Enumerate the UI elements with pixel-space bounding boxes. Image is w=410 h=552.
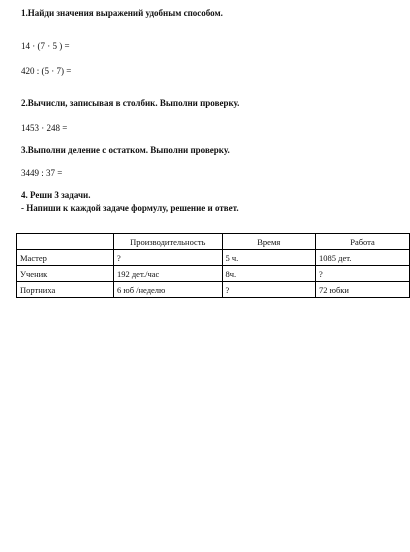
table-row bbox=[17, 250, 410, 266]
table-row bbox=[17, 282, 410, 298]
table-cell: ? bbox=[222, 282, 315, 298]
table-cell: 72 юбки bbox=[316, 282, 410, 298]
task4-title: 4. Реши 3 задачи. bbox=[21, 190, 91, 200]
task2-expression: 1453 · 248 = bbox=[21, 123, 68, 133]
table-cell: 5 ч. bbox=[222, 250, 315, 266]
task1-title: 1.Найди значения выражений удобным способом. bbox=[21, 8, 223, 18]
task1-expression-1: 14 · (7 · 5 ) = bbox=[21, 41, 70, 51]
table-header-row bbox=[17, 234, 410, 250]
task3-expression: 3449 : 37 = bbox=[21, 168, 63, 178]
table-cell: ? bbox=[316, 266, 410, 282]
task1-expression-2: 420 : (5 · 7) = bbox=[21, 66, 72, 76]
table-cell: Мастер bbox=[17, 250, 114, 266]
table-row bbox=[17, 266, 410, 282]
table-cell: 8ч. bbox=[222, 266, 315, 282]
table-header-cell: Производительность bbox=[113, 234, 222, 250]
table-cell: 192 дет./час bbox=[113, 266, 222, 282]
table-cell: Портниха bbox=[17, 282, 114, 298]
table-header-cell: Работа bbox=[316, 234, 410, 250]
task4-subtitle: - Напиши к каждой задаче формулу, решение и ответ. bbox=[21, 203, 239, 213]
table-header-cell bbox=[17, 234, 114, 250]
table-cell: Ученик bbox=[17, 266, 114, 282]
task-table bbox=[16, 233, 410, 298]
table-cell: 6 юб /неделю bbox=[113, 282, 222, 298]
task3-title: 3.Выполни деление с остатком. Выполни проверку. bbox=[21, 145, 230, 155]
table-cell: 1085 дет. bbox=[316, 250, 410, 266]
table-header-cell: Время bbox=[222, 234, 315, 250]
task2-title: 2.Вычисли, записывая в столбик. Выполни проверку. bbox=[21, 98, 240, 108]
table-cell: ? bbox=[113, 250, 222, 266]
